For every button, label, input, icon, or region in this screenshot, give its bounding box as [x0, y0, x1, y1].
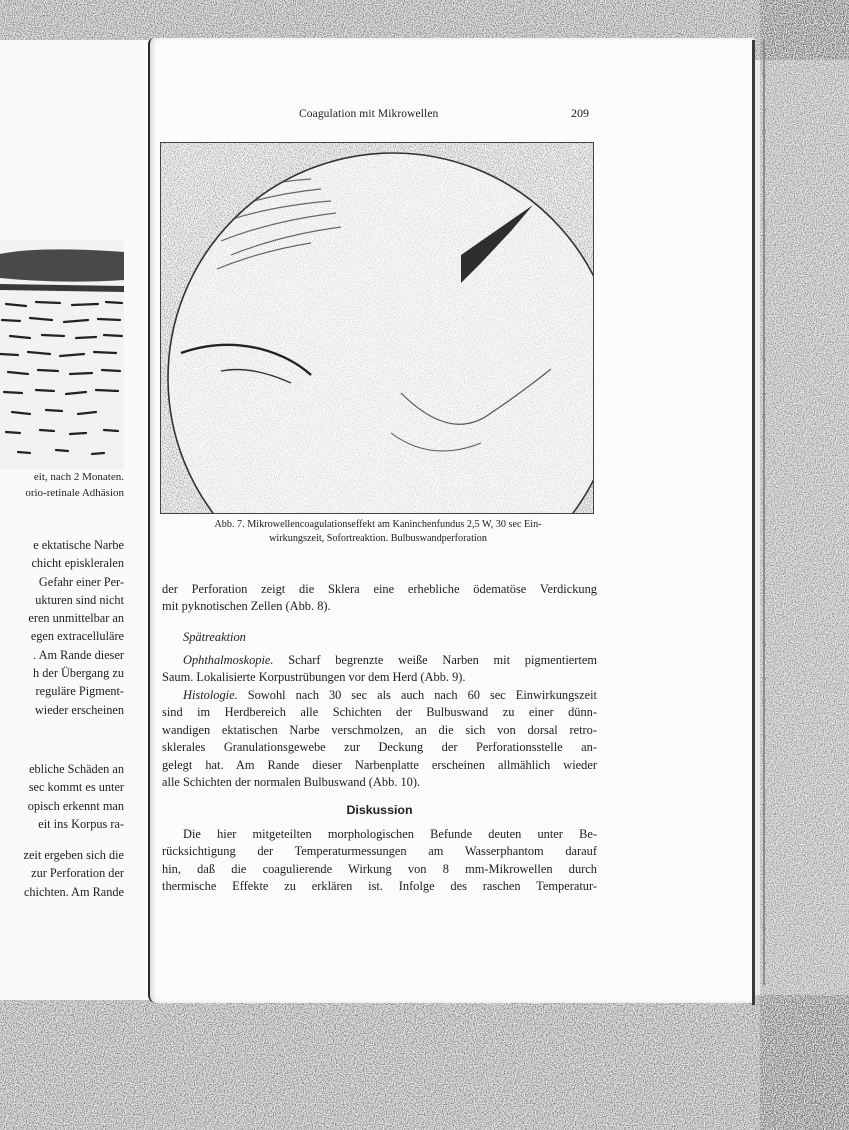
text-line: sklerales Granulationsgewebe zur Deckung der Perforationsstelle an-: [162, 740, 597, 755]
text-line: eren unmittelbar an: [28, 611, 124, 626]
text-line: wieder erscheinen: [34, 702, 124, 717]
text-line: . Am Rande dieser: [33, 647, 124, 662]
page-stack-edge: [763, 40, 765, 985]
text-line: gelegt hat. Am Rande dieser Narbenplatte erscheinen allmählich wieder: [162, 757, 597, 772]
page-number: 209: [571, 106, 589, 120]
text-line: ebliche Schäden an: [29, 762, 124, 776]
paragraph-diskussion: [162, 826, 597, 896]
text-line: wandigen ektatischen Narbe verschmolzen, an die sich von dorsal retro-: [162, 722, 597, 737]
paragraph-sklera: [162, 581, 597, 616]
figure-caption: [160, 518, 596, 546]
text-line: opisch erkennt man: [27, 798, 124, 813]
previous-page-text-block-1: [0, 536, 124, 719]
text-line: hin, daß die coagulierende Wirkung von 8 mm-Mikrowellen durch: [162, 861, 597, 876]
text-line: chichten. Am Rande: [23, 884, 124, 899]
paragraph-histologie: [162, 687, 597, 791]
text-line: sec kommt es unter: [28, 780, 124, 795]
text-line: reguläre Pigment-: [35, 684, 124, 699]
running-head: Coagulation mit Mikrowellen: [299, 108, 439, 120]
fundus-micrograph-figure: [160, 142, 594, 514]
text-line: [162, 652, 597, 669]
previous-page-figure: [0, 240, 124, 470]
text-line: thermische Effekte zu erklären ist. Infolge des raschen Temperatur-: [162, 879, 597, 894]
text-line: zeit ergeben sich die: [23, 848, 124, 862]
text-line: eit ins Korpus ra-: [38, 816, 124, 831]
text-line: sind im Herdbereich alle Schichten der Bulbuswand zu einer dünn-: [162, 705, 597, 720]
text-line: alle Schichten der normalen Bulbuswand (Abb. 10).: [162, 774, 421, 789]
text-line: chicht episkleralen: [31, 556, 124, 571]
text-line: [162, 687, 597, 704]
page-stack-edge: [752, 40, 755, 1005]
previous-page-text-block-2: [0, 760, 124, 833]
text-line: h der Übergang zu: [33, 666, 124, 681]
run-in-heading: Histologie.: [183, 688, 238, 702]
run-in-heading: Ophthalmoskopie.: [183, 653, 274, 667]
text-line: der Perforation zeigt die Sklera eine erhebliche ödematöse Verdickung: [162, 582, 597, 596]
text-line: zur Perforation der: [31, 866, 124, 881]
caption-line: eit, nach 2 Monaten.: [33, 471, 124, 483]
paragraph-ophthalmoskopie: [162, 652, 597, 687]
text-run: Scharf begrenzte weiße Narben mit pigmentiertem: [273, 653, 597, 667]
figure-caption-line: Abb. 7. Mikrowellencoagulationseffekt am Kaninchenfundus 2,5 W, 30 sec Ein-: [214, 519, 542, 530]
text-line: mit pyknotischen Zellen (Abb. 8).: [162, 599, 331, 614]
text-line: rücksichtigung der Temperaturmessungen am Wasserphantom darauf: [162, 844, 597, 859]
text-line: e ektatische Narbe: [33, 538, 124, 552]
text-run: Sowohl nach 30 sec als auch nach 60 sec Einwirkungszeit: [237, 688, 597, 702]
figure-caption-line: wirkungszeit, Sofortreaktion. Bulbuswandperforation: [269, 533, 487, 544]
subheading-spaetreaktion: Spätreaktion: [183, 630, 246, 644]
section-title-diskussion: Diskussion: [346, 803, 413, 817]
text-line: egen extracelluläre: [30, 629, 124, 644]
previous-page-text-block-3: [0, 846, 124, 901]
text-line: Gefahr einer Per-: [38, 574, 124, 589]
text-line: ukturen sind nicht: [35, 592, 124, 607]
caption-line: orio-retinale Adhäsion: [25, 487, 124, 499]
text-line: Saum. Lokalisierte Korpustrübungen vor dem Herd (Abb. 9).: [162, 670, 466, 685]
text-line: Die hier mitgeteilten morphologischen Befunde deuten unter Be-: [183, 827, 597, 841]
